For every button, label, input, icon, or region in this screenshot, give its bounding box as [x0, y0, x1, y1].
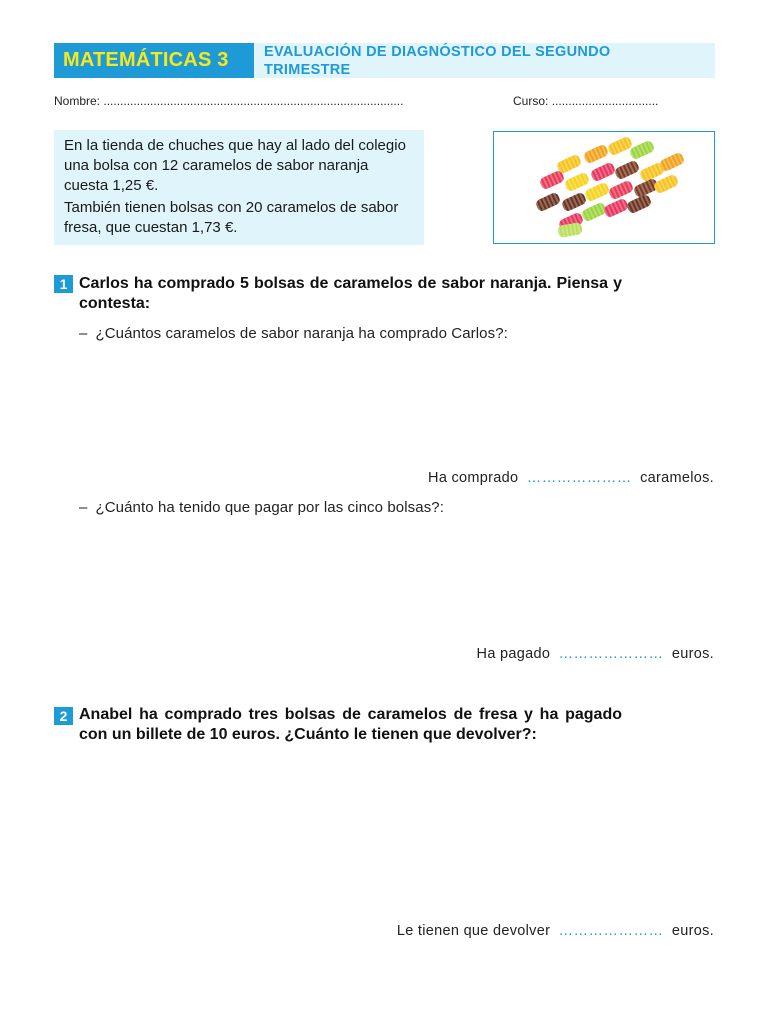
question-1b-text: ¿Cuánto ha tenido que pagar por las cinco bolsas?: — [95, 499, 445, 516]
gummy-candies-illustration — [494, 132, 713, 242]
question-2-text: Anabel ha comprado tres bolsas de caramelos de fresa y ha pagado con un billete de 10 euros. ¿Cuánto le tienen que devolver?: — [79, 706, 622, 743]
answer-line-1b — [477, 646, 714, 662]
course-field[interactable]: ................................ — [551, 94, 659, 108]
question-number-1: 1 — [54, 275, 73, 293]
question-1a-dash: – — [79, 325, 88, 342]
question-1b-dash: – — [79, 499, 88, 516]
candy-pieces — [535, 135, 686, 238]
name-field[interactable]: .......................................................................................... — [103, 94, 404, 108]
subject-title: MATEMÁTICAS 3 — [54, 43, 254, 78]
course-label: Curso: — [513, 94, 549, 108]
name-line — [54, 94, 403, 108]
answer-1a-prefix: Ha comprado — [428, 470, 519, 486]
question-number-2: 2 — [54, 707, 73, 725]
question-1-text: Carlos ha comprado 5 bolsas de caramelos de sabor naranja. Piensa y contesta: — [79, 275, 622, 312]
intro-paragraph-orange: En la tienda de chuches que hay al lado del colegio una bolsa con 12 caramelos de sabor naranja cuesta 1,25 €. — [64, 137, 406, 194]
problem-statement-box — [54, 130, 424, 245]
answer-line-2 — [397, 923, 714, 939]
evaluation-subtitle: EVALUACIÓN DE DIAGNÓSTICO DEL SEGUNDO TRIMESTRE — [264, 44, 611, 78]
intro-paragraph-strawberry: También tienen bolsas con 20 caramelos de sabor fresa, que cuestan 1,73 €. — [64, 199, 399, 236]
answer-1a-suffix: caramelos. — [640, 470, 714, 486]
course-line — [513, 94, 658, 108]
question-1a — [79, 325, 508, 342]
answer-line-1a — [428, 470, 714, 486]
answer-1b-blank[interactable]: ………………… — [558, 646, 664, 662]
answer-2-prefix: Le tienen que devolver — [396, 923, 551, 939]
question-1a-text: ¿Cuántos caramelos de sabor naranja ha comprado Carlos?: — [95, 325, 508, 342]
answer-2-blank[interactable]: ………………… — [558, 923, 664, 939]
answer-1a-blank[interactable]: ………………… — [526, 470, 632, 486]
answer-1b-suffix: euros. — [671, 646, 714, 662]
answer-2-suffix: euros. — [671, 923, 714, 939]
question-1b — [79, 499, 444, 516]
name-label: Nombre: — [54, 94, 101, 108]
answer-1b-prefix: Ha pagado — [476, 646, 551, 662]
candy-image-frame — [493, 131, 715, 244]
